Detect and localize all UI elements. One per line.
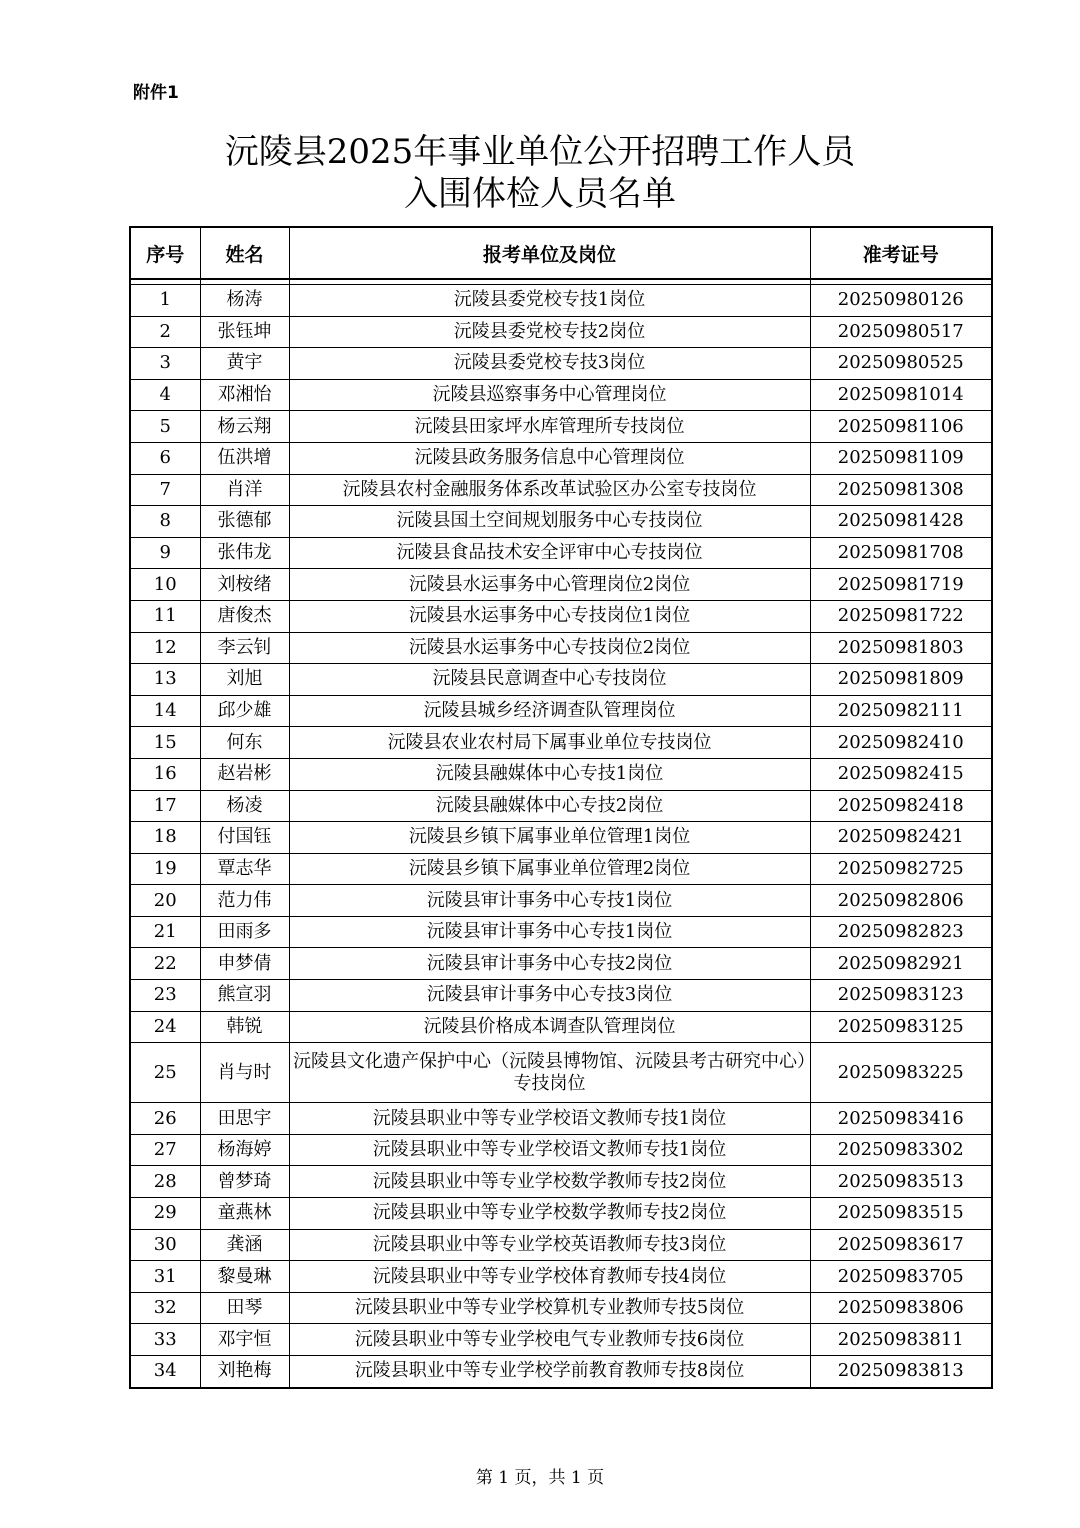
table-row bbox=[130, 569, 992, 601]
cell-seq: 27 bbox=[130, 1134, 200, 1166]
cell-exam-no: 20250983705 bbox=[810, 1261, 992, 1293]
cell-seq: 3 bbox=[130, 348, 200, 380]
cell-seq: 17 bbox=[130, 790, 200, 822]
cell-seq: 16 bbox=[130, 758, 200, 790]
cell-exam-no: 20250981719 bbox=[810, 569, 992, 601]
cell-position: 沅陵县职业中等专业学校数学教师专技2岗位 bbox=[289, 1166, 810, 1198]
cell-name: 何东 bbox=[200, 727, 289, 759]
cell-position: 沅陵县职业中等专业学校体育教师专技4岗位 bbox=[289, 1261, 810, 1293]
cell-position: 沅陵县职业中等专业学校电气专业教师专技6岗位 bbox=[289, 1324, 810, 1356]
cell-position: 沅陵县审计事务中心专技1岗位 bbox=[289, 885, 810, 917]
cell-name: 田琴 bbox=[200, 1292, 289, 1324]
cell-position: 沅陵县水运事务中心专技岗位1岗位 bbox=[289, 600, 810, 632]
cell-exam-no: 20250983617 bbox=[810, 1229, 992, 1261]
cell-seq: 28 bbox=[130, 1166, 200, 1198]
cell-seq: 14 bbox=[130, 695, 200, 727]
cell-name: 邓湘怡 bbox=[200, 379, 289, 411]
cell-name: 唐俊杰 bbox=[200, 600, 289, 632]
cell-position: 沅陵县国土空间规划服务中心专技岗位 bbox=[289, 506, 810, 538]
cell-seq: 4 bbox=[130, 379, 200, 411]
cell-seq: 21 bbox=[130, 916, 200, 948]
cell-exam-no: 20250980126 bbox=[810, 285, 992, 317]
table-row bbox=[130, 727, 992, 759]
cell-name: 刘桉绪 bbox=[200, 569, 289, 601]
cell-position: 沅陵县职业中等专业学校算机专业教师专技5岗位 bbox=[289, 1292, 810, 1324]
cell-exam-no: 20250982823 bbox=[810, 916, 992, 948]
cell-exam-no: 20250983515 bbox=[810, 1198, 992, 1230]
table-row bbox=[130, 790, 992, 822]
cell-position: 沅陵县委党校专技3岗位 bbox=[289, 348, 810, 380]
cell-exam-no: 20250983416 bbox=[810, 1103, 992, 1135]
cell-exam-no: 20250981308 bbox=[810, 474, 992, 506]
cell-name: 邱少雄 bbox=[200, 695, 289, 727]
cell-exam-no: 20250981109 bbox=[810, 442, 992, 474]
table-row bbox=[130, 442, 992, 474]
header-name: 姓名 bbox=[200, 227, 289, 279]
cell-position: 沅陵县融媒体中心专技1岗位 bbox=[289, 758, 810, 790]
cell-name: 杨海婷 bbox=[200, 1134, 289, 1166]
table-row bbox=[130, 1229, 992, 1261]
cell-name: 杨云翔 bbox=[200, 411, 289, 443]
cell-name: 张伟龙 bbox=[200, 537, 289, 569]
cell-exam-no: 20250982421 bbox=[810, 822, 992, 854]
cell-exam-no: 20250983811 bbox=[810, 1324, 992, 1356]
cell-seq: 33 bbox=[130, 1324, 200, 1356]
cell-position: 沅陵县水运事务中心专技岗位2岗位 bbox=[289, 632, 810, 664]
table-row bbox=[130, 916, 992, 948]
table-row bbox=[130, 1166, 992, 1198]
cell-seq: 13 bbox=[130, 664, 200, 696]
cell-seq: 8 bbox=[130, 506, 200, 538]
cell-exam-no: 20250981722 bbox=[810, 600, 992, 632]
cell-position: 沅陵县民意调查中心专技岗位 bbox=[289, 664, 810, 696]
cell-position: 沅陵县职业中等专业学校语文教师专技1岗位 bbox=[289, 1103, 810, 1135]
cell-seq: 34 bbox=[130, 1356, 200, 1388]
cell-position: 沅陵县文化遗产保护中心（沅陵县博物馆、沅陵县考古研究中心）专技岗位 bbox=[289, 1043, 810, 1103]
cell-name: 杨涛 bbox=[200, 285, 289, 317]
header-exam-no: 准考证号 bbox=[810, 227, 992, 279]
cell-name: 范力伟 bbox=[200, 885, 289, 917]
cell-position: 沅陵县农村金融服务体系改革试验区办公室专技岗位 bbox=[289, 474, 810, 506]
page-title-line2: 入围体检人员名单 bbox=[404, 174, 676, 214]
cell-exam-no: 20250981809 bbox=[810, 664, 992, 696]
cell-exam-no: 20250981428 bbox=[810, 506, 992, 538]
table-row bbox=[130, 1261, 992, 1293]
cell-name: 邓宇恒 bbox=[200, 1324, 289, 1356]
cell-seq: 7 bbox=[130, 474, 200, 506]
header-position: 报考单位及岗位 bbox=[289, 227, 810, 279]
cell-position: 沅陵县融媒体中心专技2岗位 bbox=[289, 790, 810, 822]
table-row bbox=[130, 632, 992, 664]
cell-name: 田雨多 bbox=[200, 916, 289, 948]
table-row bbox=[130, 600, 992, 632]
cell-name: 肖与时 bbox=[200, 1043, 289, 1103]
cell-seq: 26 bbox=[130, 1103, 200, 1135]
cell-seq: 1 bbox=[130, 285, 200, 317]
page-footer: 第 1 页，共 1 页 bbox=[475, 1468, 605, 1488]
cell-seq: 31 bbox=[130, 1261, 200, 1293]
cell-exam-no: 20250983813 bbox=[810, 1356, 992, 1388]
cell-name: 刘艳梅 bbox=[200, 1356, 289, 1388]
table-row bbox=[130, 853, 992, 885]
cell-exam-no: 20250981708 bbox=[810, 537, 992, 569]
table-row bbox=[130, 1043, 992, 1103]
cell-name: 张钰坤 bbox=[200, 316, 289, 348]
cell-name: 童燕林 bbox=[200, 1198, 289, 1230]
cell-name: 李云钊 bbox=[200, 632, 289, 664]
cell-exam-no: 20250982415 bbox=[810, 758, 992, 790]
cell-position: 沅陵县委党校专技2岗位 bbox=[289, 316, 810, 348]
cell-exam-no: 20250983125 bbox=[810, 1011, 992, 1043]
table-row bbox=[130, 695, 992, 727]
cell-seq: 19 bbox=[130, 853, 200, 885]
cell-position: 沅陵县职业中等专业学校数学教师专技2岗位 bbox=[289, 1198, 810, 1230]
cell-position: 沅陵县食品技术安全评审中心专技岗位 bbox=[289, 537, 810, 569]
cell-seq: 22 bbox=[130, 948, 200, 980]
cell-seq: 20 bbox=[130, 885, 200, 917]
page-title-line1: 沅陵县2025年事业单位公开招聘工作人员 bbox=[224, 132, 856, 172]
cell-name: 杨凌 bbox=[200, 790, 289, 822]
table-row bbox=[130, 758, 992, 790]
cell-seq: 23 bbox=[130, 980, 200, 1012]
cell-position: 沅陵县价格成本调查队管理岗位 bbox=[289, 1011, 810, 1043]
table-row bbox=[130, 664, 992, 696]
cell-position: 沅陵县审计事务中心专技2岗位 bbox=[289, 948, 810, 980]
cell-position: 沅陵县田家坪水库管理所专技岗位 bbox=[289, 411, 810, 443]
cell-exam-no: 20250982725 bbox=[810, 853, 992, 885]
cell-exam-no: 20250982806 bbox=[810, 885, 992, 917]
cell-name: 田思宇 bbox=[200, 1103, 289, 1135]
cell-exam-no: 20250982111 bbox=[810, 695, 992, 727]
candidate-table bbox=[129, 226, 993, 1389]
cell-seq: 15 bbox=[130, 727, 200, 759]
table-row bbox=[130, 285, 992, 317]
cell-exam-no: 20250982418 bbox=[810, 790, 992, 822]
cell-name: 张德郁 bbox=[200, 506, 289, 538]
cell-position: 沅陵县农业农村局下属事业单位专技岗位 bbox=[289, 727, 810, 759]
table-row bbox=[130, 1198, 992, 1230]
cell-exam-no: 20250982921 bbox=[810, 948, 992, 980]
cell-exam-no: 20250983513 bbox=[810, 1166, 992, 1198]
cell-position: 沅陵县职业中等专业学校语文教师专技1岗位 bbox=[289, 1134, 810, 1166]
cell-seq: 18 bbox=[130, 822, 200, 854]
table-row bbox=[130, 822, 992, 854]
table-row bbox=[130, 948, 992, 980]
attachment-label: 附件1 bbox=[133, 83, 179, 103]
table-row bbox=[130, 1292, 992, 1324]
cell-position: 沅陵县水运事务中心管理岗位2岗位 bbox=[289, 569, 810, 601]
cell-seq: 24 bbox=[130, 1011, 200, 1043]
table-row bbox=[130, 316, 992, 348]
cell-seq: 30 bbox=[130, 1229, 200, 1261]
table-header-row bbox=[130, 227, 992, 279]
cell-name: 赵岩彬 bbox=[200, 758, 289, 790]
table-row bbox=[130, 1324, 992, 1356]
cell-exam-no: 20250980517 bbox=[810, 316, 992, 348]
table-row bbox=[130, 506, 992, 538]
cell-name: 肖洋 bbox=[200, 474, 289, 506]
cell-position: 沅陵县委党校专技1岗位 bbox=[289, 285, 810, 317]
cell-seq: 10 bbox=[130, 569, 200, 601]
table-row bbox=[130, 1134, 992, 1166]
cell-name: 曾梦琦 bbox=[200, 1166, 289, 1198]
cell-position: 沅陵县政务服务信息中心管理岗位 bbox=[289, 442, 810, 474]
table-row bbox=[130, 537, 992, 569]
cell-name: 黄宇 bbox=[200, 348, 289, 380]
cell-exam-no: 20250983302 bbox=[810, 1134, 992, 1166]
cell-name: 黎曼琳 bbox=[200, 1261, 289, 1293]
table-row bbox=[130, 348, 992, 380]
cell-exam-no: 20250983806 bbox=[810, 1292, 992, 1324]
cell-seq: 6 bbox=[130, 442, 200, 474]
cell-position: 沅陵县审计事务中心专技1岗位 bbox=[289, 916, 810, 948]
table-row bbox=[130, 980, 992, 1012]
cell-position: 沅陵县审计事务中心专技3岗位 bbox=[289, 980, 810, 1012]
table-row bbox=[130, 885, 992, 917]
cell-name: 申梦倩 bbox=[200, 948, 289, 980]
cell-name: 付国钰 bbox=[200, 822, 289, 854]
table-row bbox=[130, 379, 992, 411]
cell-seq: 32 bbox=[130, 1292, 200, 1324]
cell-name: 熊宣羽 bbox=[200, 980, 289, 1012]
cell-name: 覃志华 bbox=[200, 853, 289, 885]
cell-seq: 29 bbox=[130, 1198, 200, 1230]
cell-seq: 12 bbox=[130, 632, 200, 664]
cell-position: 沅陵县乡镇下属事业单位管理2岗位 bbox=[289, 853, 810, 885]
table-row bbox=[130, 1356, 992, 1388]
cell-exam-no: 20250981014 bbox=[810, 379, 992, 411]
table-row bbox=[130, 474, 992, 506]
cell-position: 沅陵县巡察事务中心管理岗位 bbox=[289, 379, 810, 411]
cell-seq: 5 bbox=[130, 411, 200, 443]
cell-name: 伍洪增 bbox=[200, 442, 289, 474]
table-row bbox=[130, 1011, 992, 1043]
cell-name: 韩锐 bbox=[200, 1011, 289, 1043]
cell-seq: 11 bbox=[130, 600, 200, 632]
cell-seq: 2 bbox=[130, 316, 200, 348]
table-row bbox=[130, 1103, 992, 1135]
cell-seq: 9 bbox=[130, 537, 200, 569]
cell-position: 沅陵县乡镇下属事业单位管理1岗位 bbox=[289, 822, 810, 854]
cell-name: 龚涵 bbox=[200, 1229, 289, 1261]
cell-position: 沅陵县职业中等专业学校学前教育教师专技8岗位 bbox=[289, 1356, 810, 1388]
cell-exam-no: 20250980525 bbox=[810, 348, 992, 380]
cell-exam-no: 20250983123 bbox=[810, 980, 992, 1012]
cell-exam-no: 20250982410 bbox=[810, 727, 992, 759]
cell-exam-no: 20250981106 bbox=[810, 411, 992, 443]
cell-position: 沅陵县职业中等专业学校英语教师专技3岗位 bbox=[289, 1229, 810, 1261]
cell-position: 沅陵县城乡经济调查队管理岗位 bbox=[289, 695, 810, 727]
cell-exam-no: 20250983225 bbox=[810, 1043, 992, 1103]
cell-name: 刘旭 bbox=[200, 664, 289, 696]
header-seq: 序号 bbox=[130, 227, 200, 279]
cell-exam-no: 20250981803 bbox=[810, 632, 992, 664]
table-row bbox=[130, 411, 992, 443]
cell-seq: 25 bbox=[130, 1043, 200, 1103]
